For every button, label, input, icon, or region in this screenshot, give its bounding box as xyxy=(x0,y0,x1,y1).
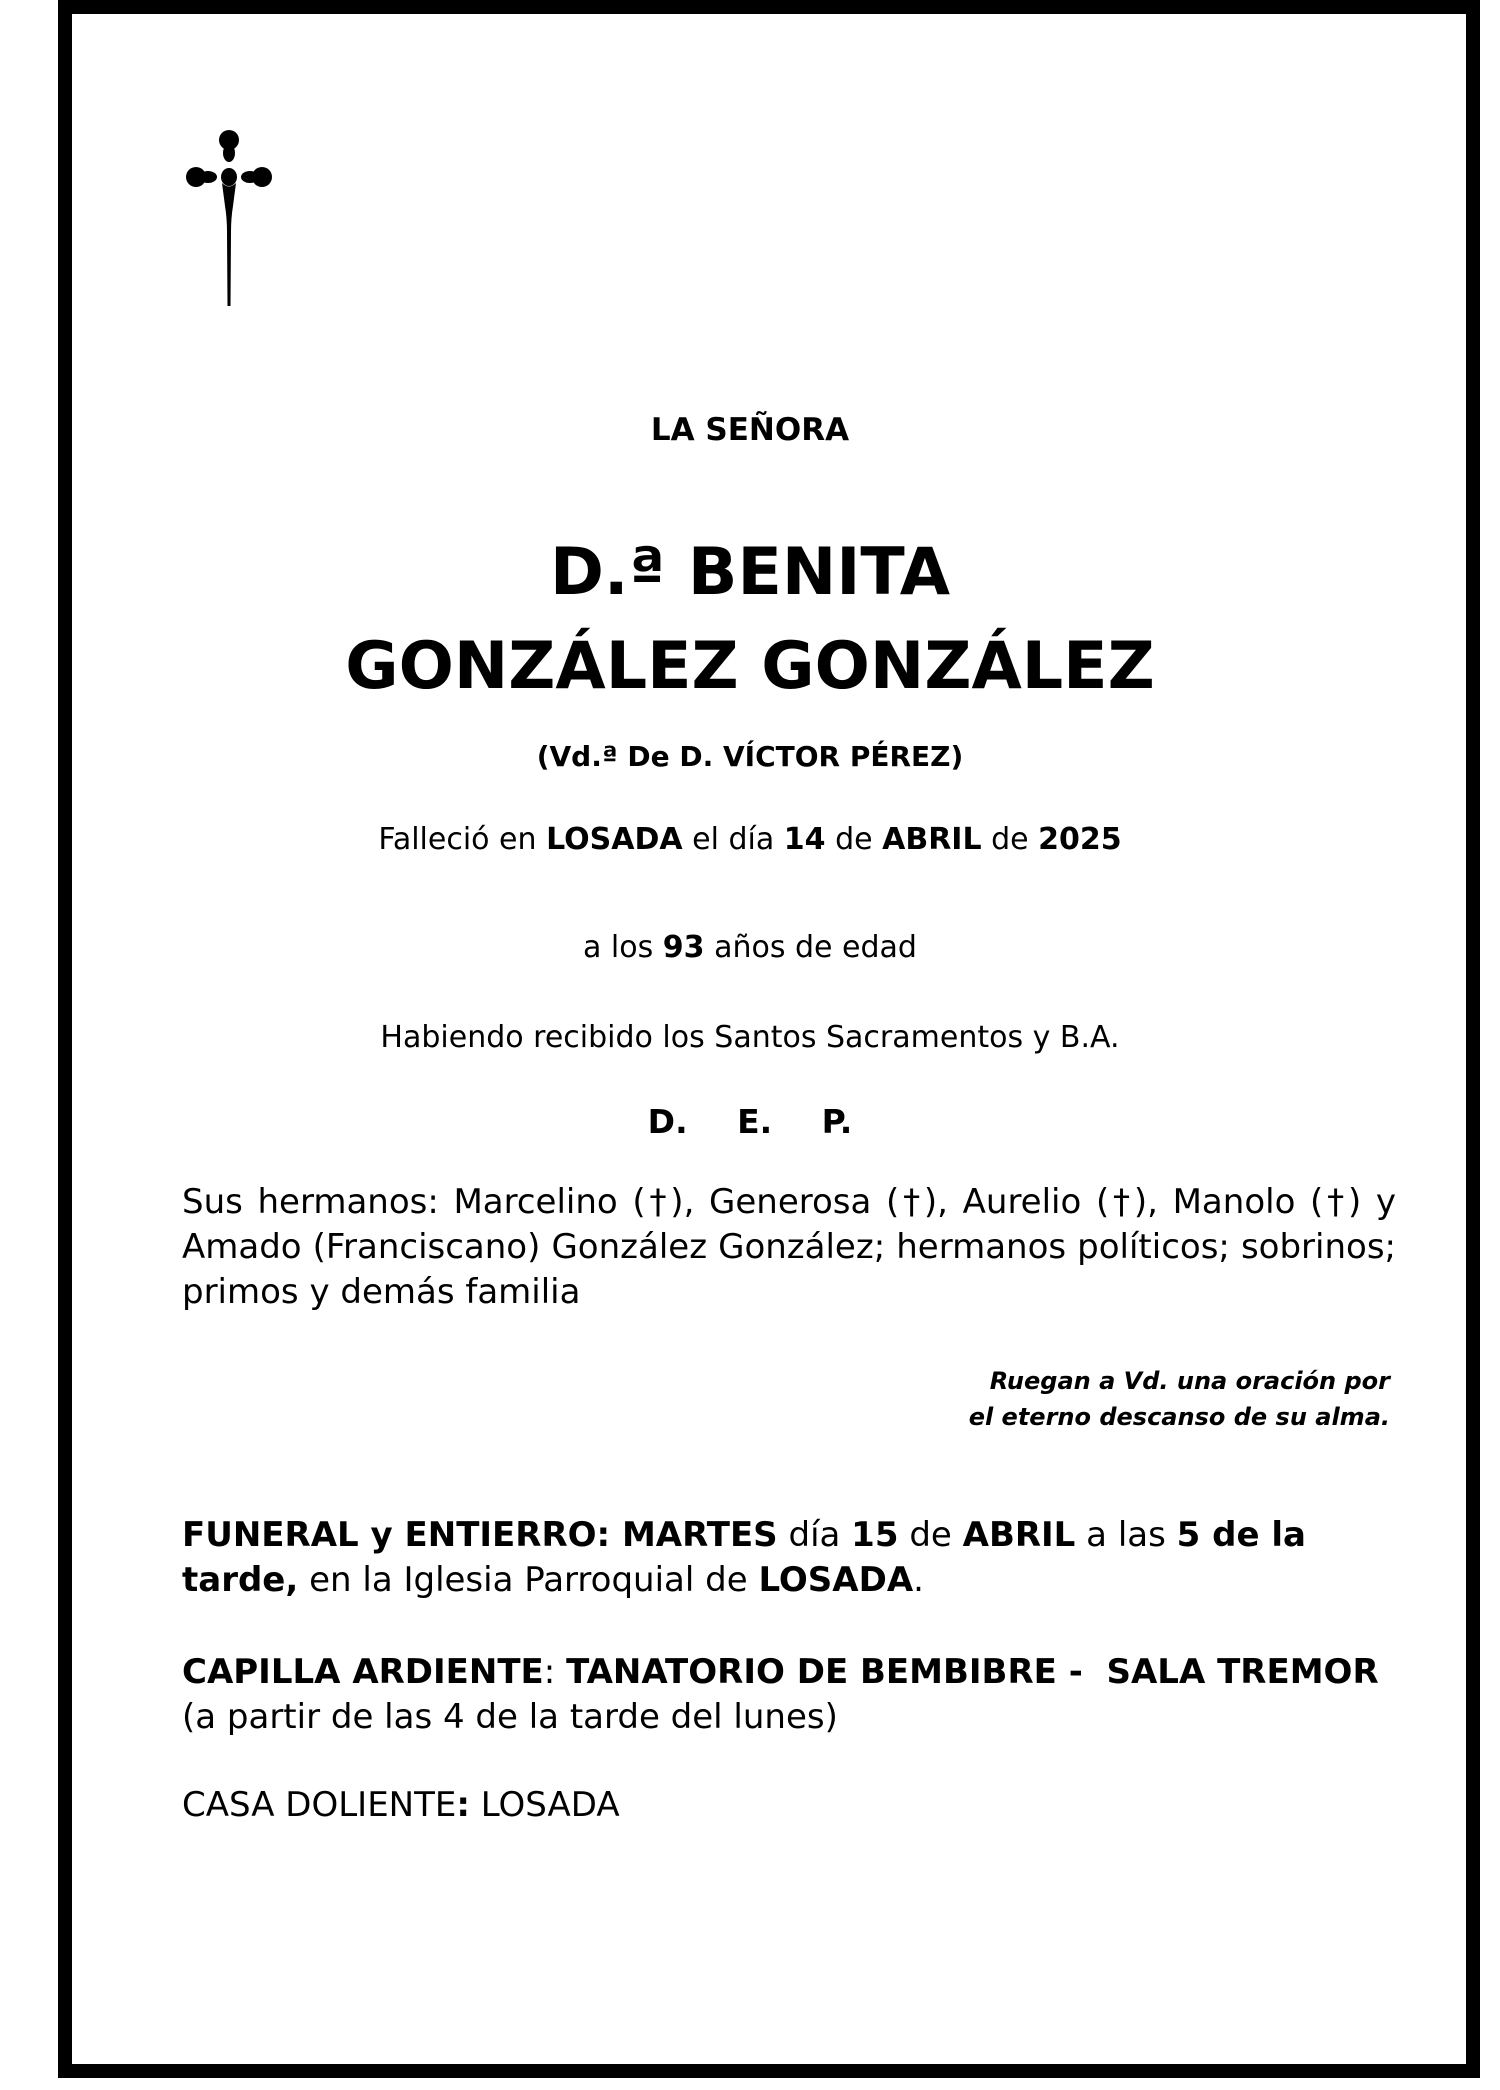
cross-of-saint-james-icon xyxy=(186,128,272,308)
prayer-line2: el eterno descanso de su alma. xyxy=(968,1403,1390,1431)
chapel-label: CAPILLA ARDIENTE xyxy=(182,1652,544,1692)
death-prefix: Falleció en xyxy=(378,822,537,857)
widow-of-line: (Vd.ª De D. VÍCTOR PÉREZ) xyxy=(536,740,964,773)
chapel-venue: TANATORIO DE BEMBIBRE - SALA TREMOR xyxy=(566,1652,1379,1692)
house-label: CASA DOLIENTE xyxy=(182,1785,457,1825)
age-line xyxy=(0,930,1500,965)
family-paragraph: Sus hermanos: Marcelino (†), Generosa (†), Aurelio (†), Manolo (†) y Amado (Franciscano) González González; hermanos políticos; sobrinos; primos y demás familia xyxy=(182,1182,1396,1312)
age-suffix: años de edad xyxy=(714,930,917,965)
funeral-time: 5 de la tarde, xyxy=(182,1515,1306,1600)
age-years: 93 xyxy=(662,930,705,965)
funeral-place: LOSADA xyxy=(758,1560,914,1600)
deceased-name xyxy=(0,526,1500,714)
title-label: LA SEÑORA xyxy=(650,412,850,448)
death-month: ABRIL xyxy=(882,822,982,857)
funeral-paragraph xyxy=(182,1513,1396,1603)
deceased-name-line2: GONZÁLEZ GONZÁLEZ xyxy=(345,629,1155,704)
house-place: LOSADA xyxy=(480,1785,620,1825)
death-year: 2025 xyxy=(1038,822,1122,857)
deceased-name-line1: D.ª BENITA xyxy=(549,535,951,610)
house-colon: : xyxy=(456,1785,470,1825)
death-line xyxy=(0,822,1500,857)
prayer-request xyxy=(969,1363,1390,1435)
chapel-note: (a partir de las 4 de la tarde del lunes) xyxy=(182,1697,838,1737)
dep-line: D. E. P. xyxy=(647,1102,853,1141)
house-line xyxy=(182,1783,1396,1828)
death-of1: de xyxy=(835,822,873,857)
prayer-line1: Ruegan a Vd. una oración por xyxy=(989,1367,1390,1395)
age-prefix: a los xyxy=(583,930,654,965)
funeral-label: FUNERAL y ENTIERRO: MARTES xyxy=(182,1515,778,1555)
funeral-t4: en la Iglesia Parroquial de xyxy=(309,1560,748,1600)
funeral-t1: día xyxy=(788,1515,841,1555)
death-day-label: el día xyxy=(692,822,775,857)
death-of2: de xyxy=(991,822,1029,857)
sacraments-line: Habiendo recibido los Santos Sacramentos y B.A. xyxy=(380,1020,1120,1055)
death-place: LOSADA xyxy=(546,822,683,857)
chapel-paragraph xyxy=(182,1650,1396,1740)
funeral-t2: de xyxy=(909,1515,952,1555)
funeral-day: 15 xyxy=(851,1515,899,1555)
chapel-colon: : xyxy=(543,1652,556,1692)
funeral-t3: a las xyxy=(1086,1515,1166,1555)
death-day: 14 xyxy=(783,822,826,857)
funeral-end: . xyxy=(913,1560,924,1600)
funeral-month: ABRIL xyxy=(962,1515,1076,1555)
